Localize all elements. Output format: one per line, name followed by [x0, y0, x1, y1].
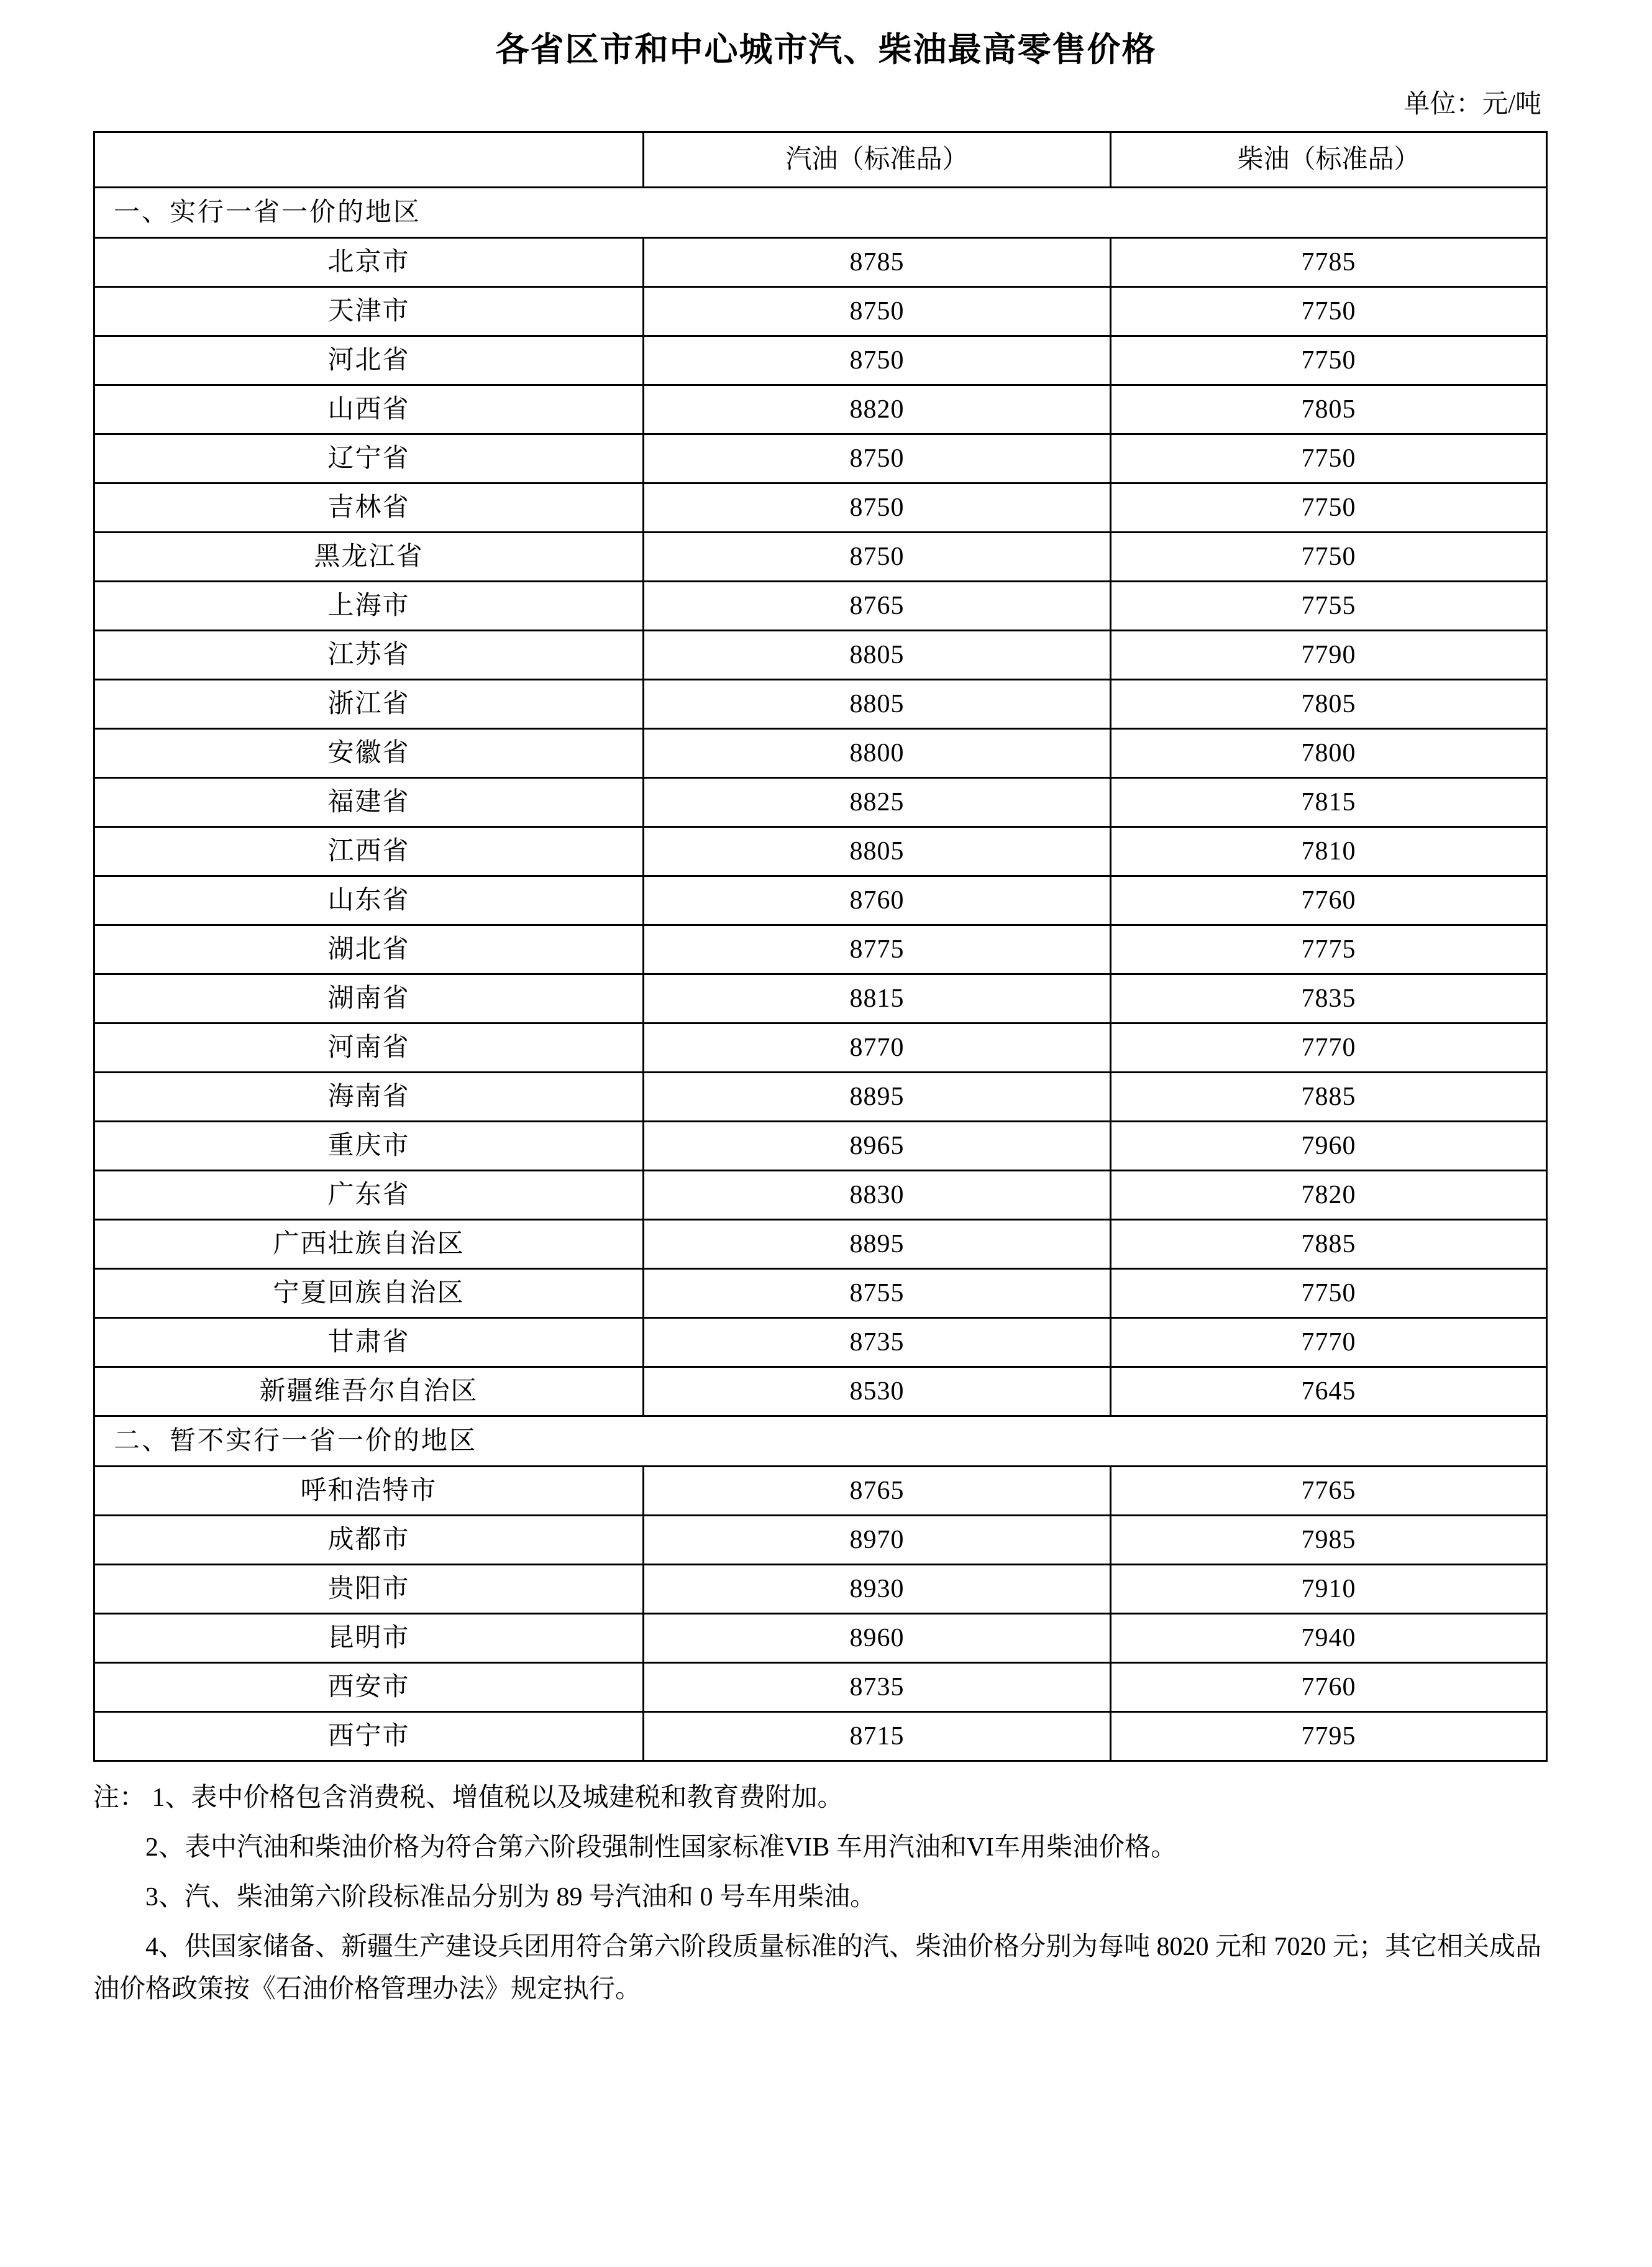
unit-label: 单位：元/吨: [1403, 89, 1541, 119]
cell-region: 宁夏回族自治区: [94, 1269, 644, 1318]
cell-region: 江苏省: [94, 631, 644, 680]
cell-diesel-price: 7940: [1111, 1614, 1547, 1663]
cell-gasoline-price: 8735: [644, 1318, 1111, 1367]
cell-gasoline-price: 8765: [644, 1467, 1111, 1516]
cell-gasoline-price: 8965: [644, 1122, 1111, 1171]
cell-gasoline-price: 8765: [644, 582, 1111, 631]
cell-diesel-price: 7820: [1111, 1171, 1547, 1220]
cell-region: 湖北省: [94, 925, 644, 974]
cell-gasoline-price: 8970: [644, 1516, 1111, 1565]
cell-diesel-price: 7750: [1111, 483, 1547, 533]
cell-region: 西宁市: [94, 1712, 644, 1761]
cell-diesel-price: 7760: [1111, 1663, 1547, 1712]
cell-region: 呼和浩特市: [94, 1467, 644, 1516]
cell-diesel-price: 7755: [1111, 582, 1547, 631]
cell-gasoline-price: 8785: [644, 238, 1111, 287]
cell-gasoline-price: 8770: [644, 1024, 1111, 1073]
cell-region: 上海市: [94, 582, 644, 631]
cell-diesel-price: 7750: [1111, 533, 1547, 582]
table-row: [94, 1318, 1547, 1367]
cell-diesel-price: 7805: [1111, 385, 1547, 434]
table-row: [94, 1712, 1547, 1761]
note-line: 3、汽、柴油第六阶段标准品分别为 89 号汽油和 0 号车用柴油。: [145, 1883, 877, 1912]
cell-gasoline-price: 8750: [644, 483, 1111, 533]
column-header-region: [94, 132, 644, 188]
table-row: [94, 1467, 1547, 1516]
cell-diesel-price: 7750: [1111, 434, 1547, 483]
price-table: [93, 131, 1548, 1762]
table-row: [94, 582, 1547, 631]
table-row: [94, 680, 1547, 729]
cell-diesel-price: 7750: [1111, 287, 1547, 336]
cell-region: 北京市: [94, 238, 644, 287]
cell-region: 新疆维吾尔自治区: [94, 1367, 644, 1416]
section-heading: 二、暂不实行一省一价的地区: [94, 1416, 1547, 1467]
cell-gasoline-price: 8825: [644, 778, 1111, 827]
cell-gasoline-price: 8895: [644, 1220, 1111, 1269]
section-heading: 一、实行一省一价的地区: [94, 188, 1547, 238]
cell-diesel-price: 7645: [1111, 1367, 1547, 1416]
cell-gasoline-price: 8750: [644, 533, 1111, 582]
cell-region: 昆明市: [94, 1614, 644, 1663]
column-header-diesel: 柴油（标准品）: [1111, 132, 1547, 188]
cell-gasoline-price: 8805: [644, 680, 1111, 729]
table-row: [94, 533, 1547, 582]
note-line: 注： 1、表中价格包含消费税、增值税以及城建税和教育费附加。: [93, 1784, 844, 1813]
cell-diesel-price: 7770: [1111, 1318, 1547, 1367]
table-row: [94, 925, 1547, 974]
column-header-gasoline: 汽油（标准品）: [644, 132, 1111, 188]
table-header: [94, 132, 1547, 188]
table-row: [94, 1024, 1547, 1073]
table-row: [94, 434, 1547, 483]
cell-diesel-price: 7835: [1111, 974, 1547, 1024]
cell-gasoline-price: 8750: [644, 287, 1111, 336]
cell-region: 海南省: [94, 1073, 644, 1122]
cell-diesel-price: 7985: [1111, 1516, 1547, 1565]
cell-diesel-price: 7795: [1111, 1712, 1547, 1761]
table-row: [94, 238, 1547, 287]
cell-gasoline-price: 8895: [644, 1073, 1111, 1122]
cell-diesel-price: 7785: [1111, 238, 1547, 287]
cell-region: 广东省: [94, 1171, 644, 1220]
table-row: [94, 729, 1547, 778]
cell-diesel-price: 7805: [1111, 680, 1547, 729]
cell-region: 浙江省: [94, 680, 644, 729]
table-row: [94, 974, 1547, 1024]
table-row: [94, 1220, 1547, 1269]
cell-region: 贵阳市: [94, 1565, 644, 1614]
cell-region: 黑龙江省: [94, 533, 644, 582]
table-row: [94, 1073, 1547, 1122]
cell-diesel-price: 7765: [1111, 1467, 1547, 1516]
cell-region: 吉林省: [94, 483, 644, 533]
cell-gasoline-price: 8775: [644, 925, 1111, 974]
cell-region: 成都市: [94, 1516, 644, 1565]
cell-region: 湖南省: [94, 974, 644, 1024]
cell-gasoline-price: 8805: [644, 631, 1111, 680]
table-row: [94, 778, 1547, 827]
cell-region: 福建省: [94, 778, 644, 827]
table-body: [94, 188, 1547, 1761]
cell-diesel-price: 7815: [1111, 778, 1547, 827]
table-row: [94, 336, 1547, 385]
table-row: [94, 1565, 1547, 1614]
notes-block: [0, 1777, 1652, 2010]
cell-gasoline-price: 8815: [644, 974, 1111, 1024]
cell-gasoline-price: 8735: [644, 1663, 1111, 1712]
table-row: [94, 1367, 1547, 1416]
cell-diesel-price: 7885: [1111, 1073, 1547, 1122]
cell-region: 江西省: [94, 827, 644, 876]
cell-gasoline-price: 8760: [644, 876, 1111, 925]
cell-diesel-price: 7775: [1111, 925, 1547, 974]
table-row: [94, 483, 1547, 533]
cell-gasoline-price: 8750: [644, 434, 1111, 483]
cell-gasoline-price: 8830: [644, 1171, 1111, 1220]
cell-diesel-price: 7810: [1111, 827, 1547, 876]
cell-region: 天津市: [94, 287, 644, 336]
table-row: [94, 1269, 1547, 1318]
cell-gasoline-price: 8805: [644, 827, 1111, 876]
cell-gasoline-price: 8530: [644, 1367, 1111, 1416]
cell-region: 西安市: [94, 1663, 644, 1712]
cell-diesel-price: 7790: [1111, 631, 1547, 680]
cell-region: 辽宁省: [94, 434, 644, 483]
cell-gasoline-price: 8960: [644, 1614, 1111, 1663]
cell-region: 重庆市: [94, 1122, 644, 1171]
price-table-container: [93, 131, 1546, 1762]
cell-gasoline-price: 8715: [644, 1712, 1111, 1761]
note-line: 2、表中汽油和柴油价格为符合第六阶段强制性国家标准VIB 车用汽油和VI车用柴油价格。: [145, 1833, 1177, 1862]
cell-region: 河南省: [94, 1024, 644, 1073]
note-line: 4、供国家储备、新疆生产建设兵团用符合第六阶段质量标准的汽、柴油价格分别为每吨 8020 元和 7020 元；其它相关成品油价格政策按《石油价格管理办法》规定执行。: [93, 1933, 1542, 2004]
cell-diesel-price: 7760: [1111, 876, 1547, 925]
cell-gasoline-price: 8750: [644, 336, 1111, 385]
page-title: 各省区市和中心城市汽、柴油最高零售价格: [495, 31, 1157, 68]
cell-diesel-price: 7750: [1111, 336, 1547, 385]
table-row: [94, 1171, 1547, 1220]
cell-diesel-price: 7910: [1111, 1565, 1547, 1614]
cell-region: 安徽省: [94, 729, 644, 778]
table-row: [94, 876, 1547, 925]
cell-diesel-price: 7750: [1111, 1269, 1547, 1318]
cell-diesel-price: 7885: [1111, 1220, 1547, 1269]
cell-region: 甘肃省: [94, 1318, 644, 1367]
table-row: [94, 827, 1547, 876]
cell-region: 广西壮族自治区: [94, 1220, 644, 1269]
cell-diesel-price: 7770: [1111, 1024, 1547, 1073]
cell-diesel-price: 7960: [1111, 1122, 1547, 1171]
cell-gasoline-price: 8800: [644, 729, 1111, 778]
table-row: [94, 287, 1547, 336]
section-heading-row: [94, 1416, 1547, 1467]
cell-region: 山西省: [94, 385, 644, 434]
section-heading-row: [94, 188, 1547, 238]
table-row: [94, 1614, 1547, 1663]
table-row: [94, 1516, 1547, 1565]
table-row: [94, 385, 1547, 434]
table-row: [94, 631, 1547, 680]
cell-region: 山东省: [94, 876, 644, 925]
cell-diesel-price: 7800: [1111, 729, 1547, 778]
cell-gasoline-price: 8930: [644, 1565, 1111, 1614]
cell-gasoline-price: 8820: [644, 385, 1111, 434]
table-header-row: [94, 132, 1547, 188]
cell-gasoline-price: 8755: [644, 1269, 1111, 1318]
cell-region: 河北省: [94, 336, 644, 385]
table-row: [94, 1122, 1547, 1171]
table-row: [94, 1663, 1547, 1712]
